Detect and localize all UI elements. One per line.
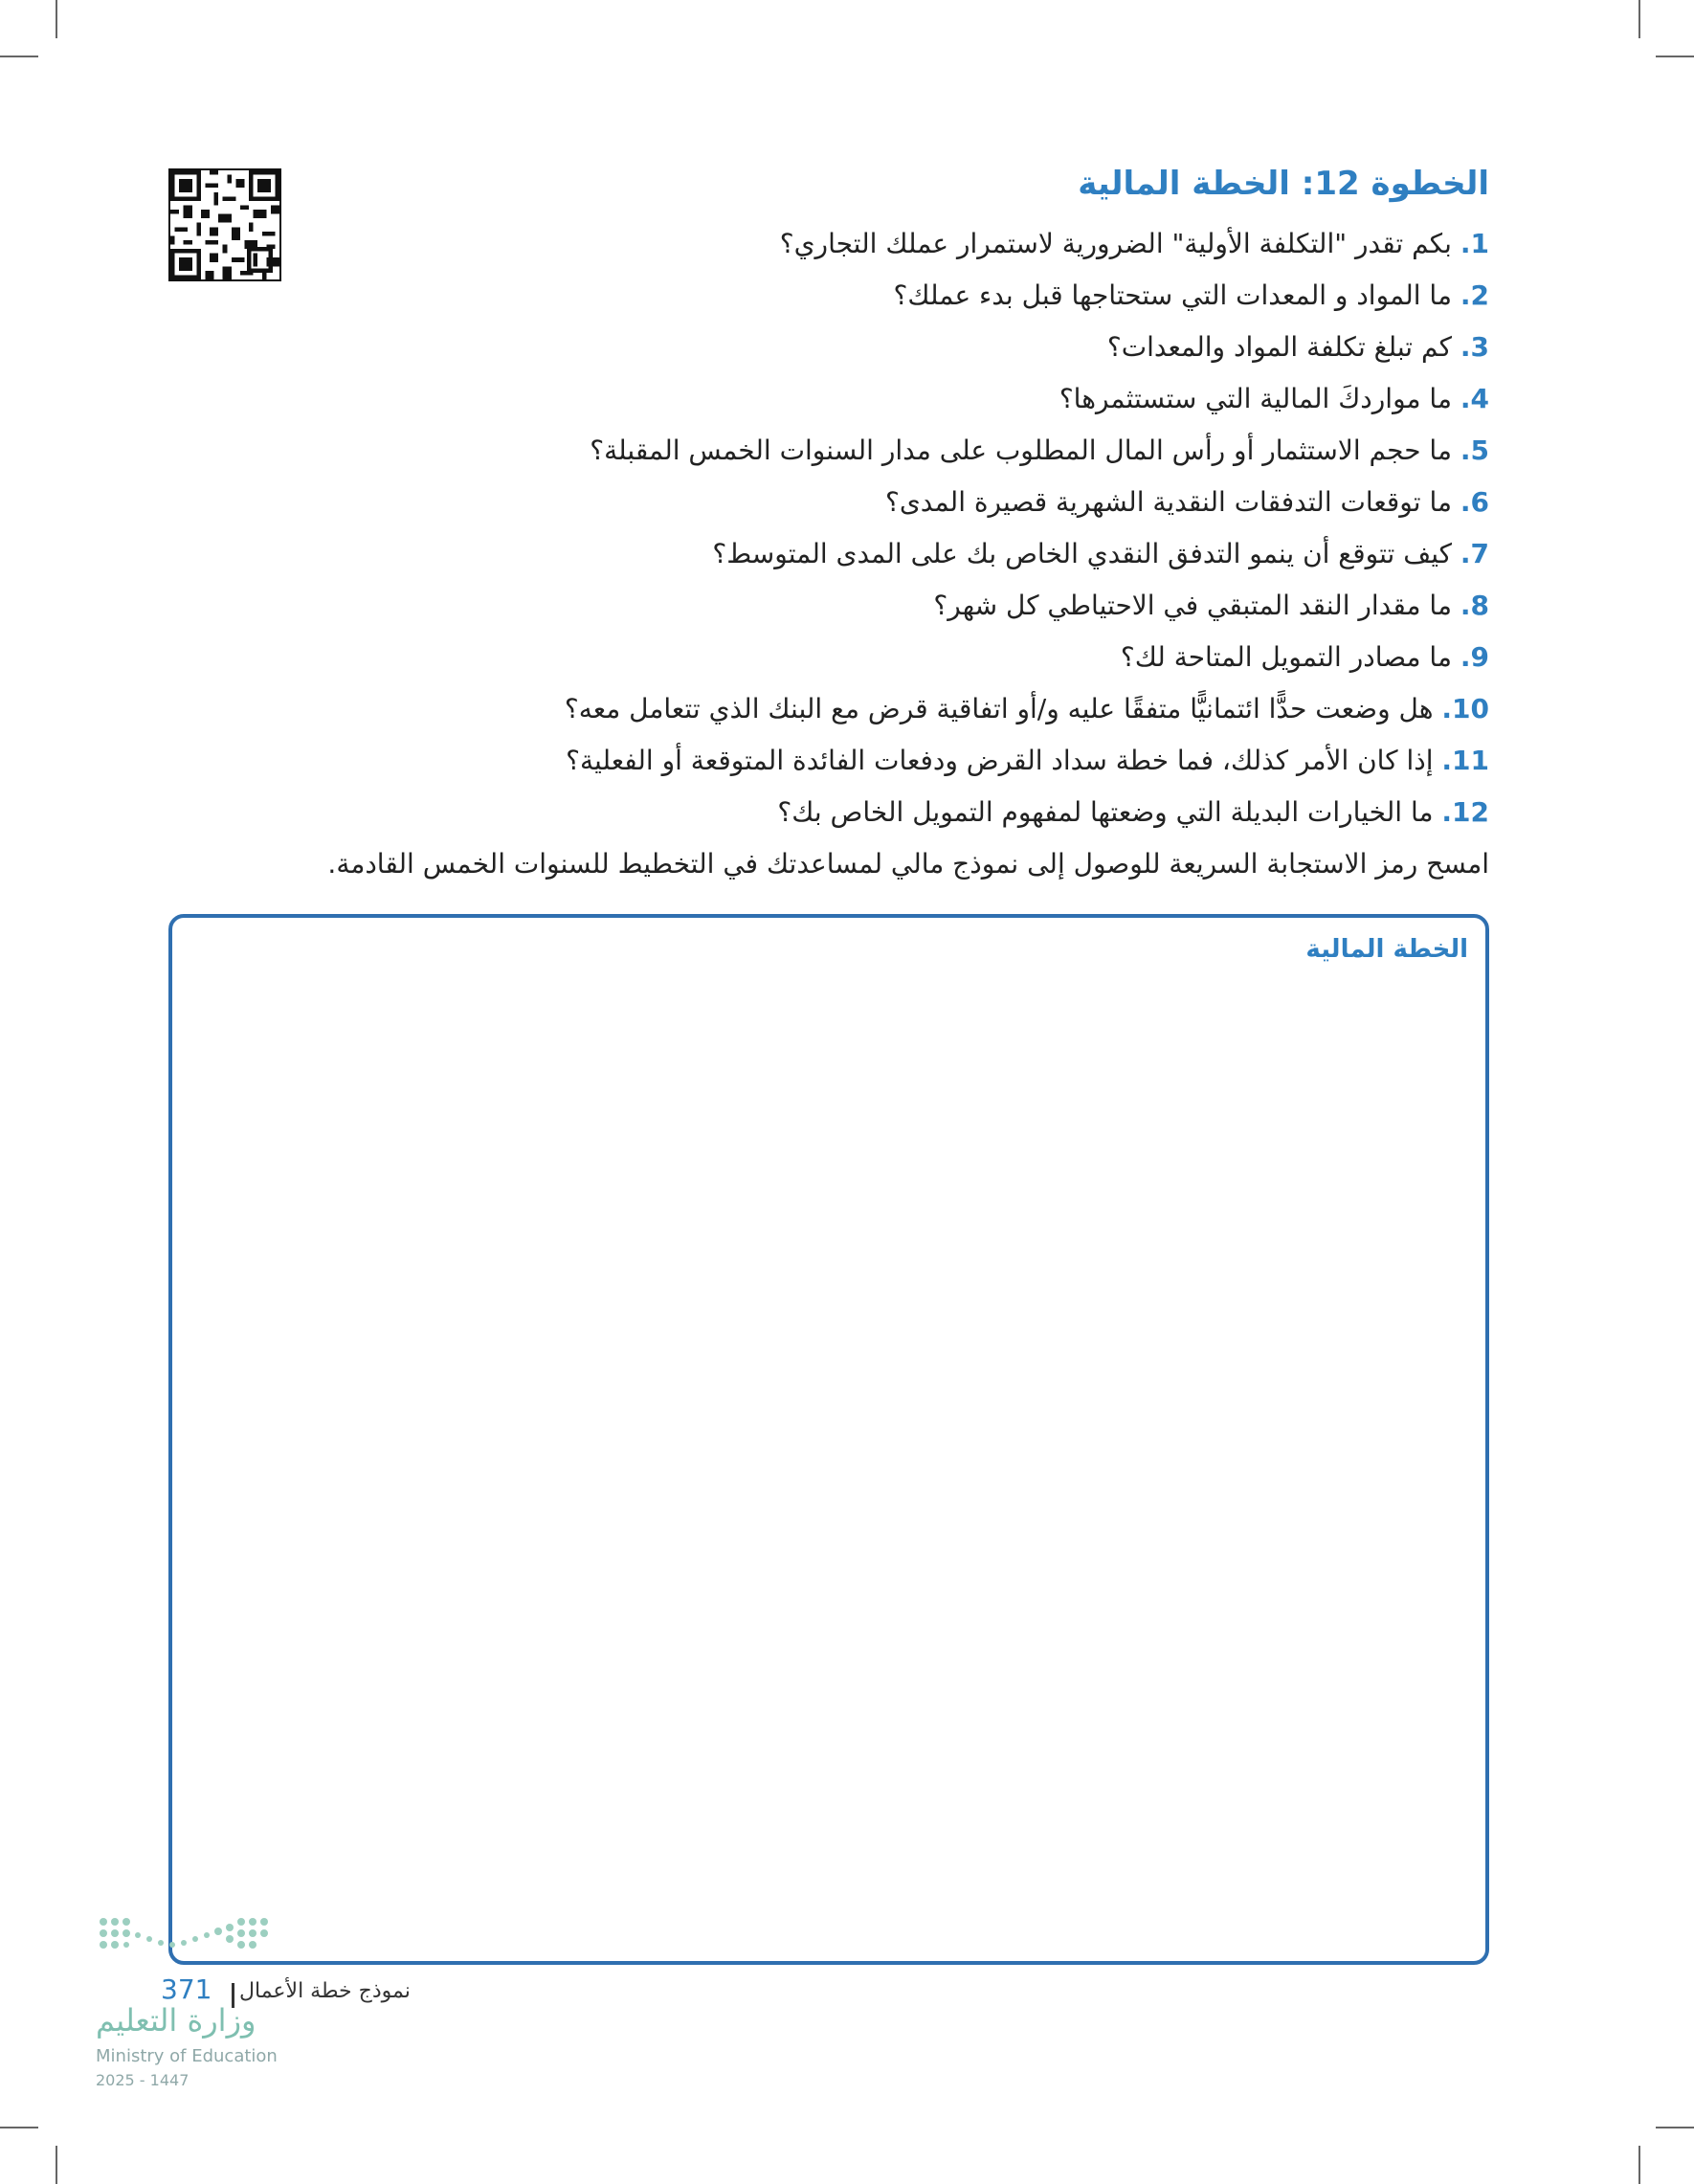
question-text: ما مصادر التمويل المتاحة لك؟	[1120, 641, 1452, 673]
question-text: ما حجم الاستثمار أو رأس المال المطلوب على مدار السنوات الخمس المقبلة؟	[590, 435, 1452, 466]
list-item	[245, 787, 1489, 838]
ministry-name-ar: وزارة التعليم	[96, 2002, 256, 2039]
ministry-logo-icon	[96, 1914, 306, 1972]
list-item	[245, 477, 1489, 528]
crop-mark	[1638, 0, 1640, 38]
question-number: 11.	[1441, 745, 1489, 776]
question-text: كم تبلغ تكلفة المواد والمعدات؟	[1106, 331, 1452, 363]
page-number: 371	[161, 1973, 212, 2005]
edition-year: 2025 - 1447	[96, 2071, 189, 2089]
question-number: 8.	[1460, 590, 1489, 621]
question-text: هل وضعت حدًّا ائتمانيًّا متفقًا عليه و/أو اتفاقية قرض مع البنك الذي تتعامل معه؟	[564, 693, 1434, 724]
question-number: 3.	[1460, 331, 1489, 363]
section-label: نموذج خطة الأعمال	[239, 1979, 411, 2003]
list-item	[245, 632, 1489, 683]
list-item	[245, 218, 1489, 270]
crop-mark	[0, 2127, 38, 2128]
list-item	[245, 528, 1489, 580]
question-text: ما المواد و المعدات التي ستحتاجها قبل بدء عملك؟	[893, 279, 1452, 311]
question-text: بكم تقدر "التكلفة الأولية" الضرورية لاستمرار عملك التجاري؟	[779, 228, 1452, 259]
qr-instruction-text: امسح رمز الاستجابة السريعة للوصول إلى نموذج مالي لمساعدتك في التخطيط للسنوات الخمس القادمة.	[327, 848, 1489, 880]
financial-plan-box[interactable]	[168, 914, 1489, 1965]
question-number: 12.	[1441, 796, 1489, 828]
question-text: إذا كان الأمر كذلك، فما خطة سداد القرض ودفعات الفائدة المتوقعة أو الفعلية؟	[566, 745, 1434, 776]
plan-box-title: الخطة المالية	[1305, 935, 1468, 964]
question-list	[245, 218, 1489, 838]
ministry-name-en: Ministry of Education	[96, 2046, 278, 2066]
question-number: 5.	[1460, 435, 1489, 466]
question-number: 6.	[1460, 486, 1489, 518]
question-number: 7.	[1460, 538, 1489, 569]
question-text: كيف تتوقع أن ينمو التدفق النقدي الخاص بك على المدى المتوسط؟	[712, 538, 1452, 569]
question-text: ما الخيارات البديلة التي وضعتها لمفهوم التمويل الخاص بك؟	[777, 796, 1434, 828]
list-item	[245, 373, 1489, 425]
list-item	[245, 683, 1489, 735]
list-item	[245, 270, 1489, 322]
question-text: ما توقعات التدفقات النقدية الشهرية قصيرة المدى؟	[885, 486, 1452, 518]
crop-mark	[56, 0, 57, 38]
question-number: 2.	[1460, 279, 1489, 311]
list-item	[245, 425, 1489, 477]
crop-mark	[0, 56, 38, 57]
crop-mark	[1638, 2146, 1640, 2184]
question-text: ما مواردكَ المالية التي ستستثمرها؟	[1059, 383, 1452, 414]
list-item	[245, 580, 1489, 632]
list-item	[245, 735, 1489, 787]
question-number: 1.	[1460, 228, 1489, 259]
question-number: 9.	[1460, 641, 1489, 673]
crop-mark	[56, 2146, 57, 2184]
crop-mark	[1656, 56, 1694, 57]
list-item	[245, 322, 1489, 373]
crop-mark	[1656, 2127, 1694, 2128]
question-text: ما مقدار النقد المتبقي في الاحتياطي كل شهر؟	[933, 590, 1452, 621]
page-title: الخطوة 12: الخطة المالية	[1078, 165, 1489, 203]
question-number: 4.	[1460, 383, 1489, 414]
question-number: 10.	[1441, 693, 1489, 724]
